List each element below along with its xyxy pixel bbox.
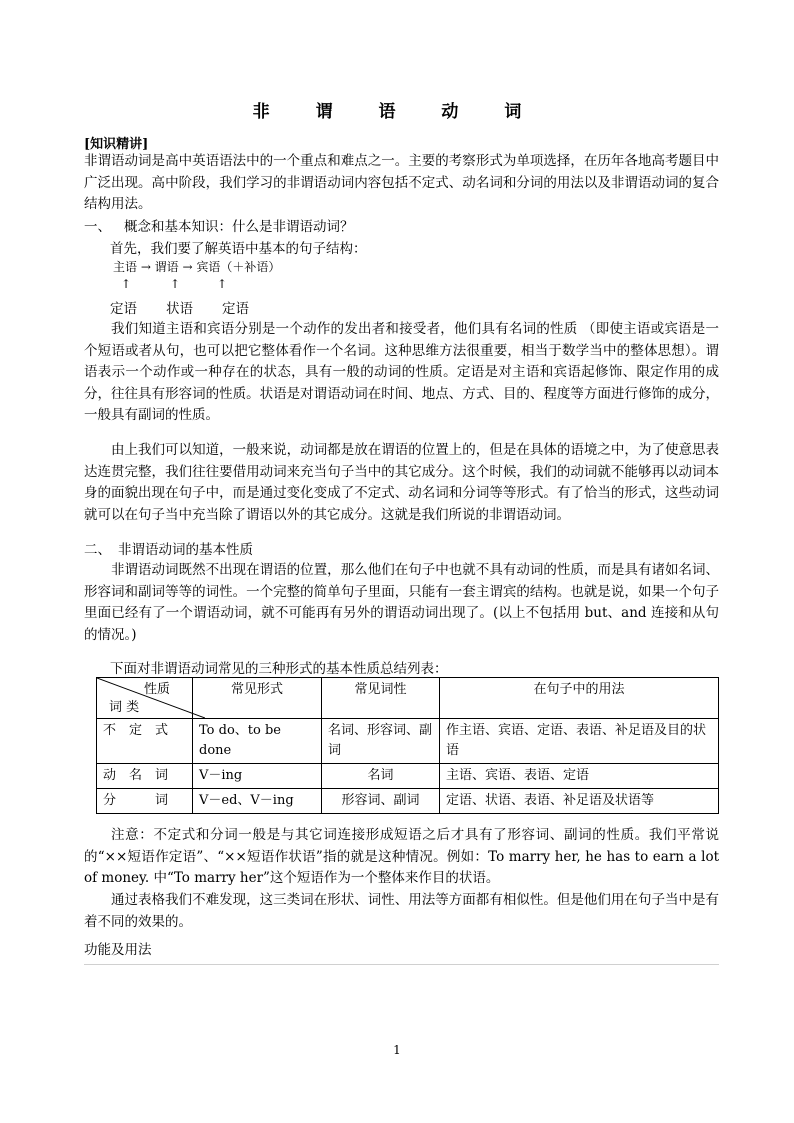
section1-number: 一、 — [84, 219, 111, 235]
table-intro: 下面对非谓语动词常见的三种形式的基本性质总结列表： — [110, 661, 448, 677]
corner-bottom-label: 词 类 — [109, 700, 140, 715]
section1-title: 概念和基本知识：什么是非谓语动词？ — [124, 219, 354, 235]
section1-paragraph-1: 我们知道主语和宾语分别是一个动作的发出者和接受者，他们具有名词的性质 （即使主语或宾语是一个短语或者从句，也可以把它整体看作一个名词。这种思维方法很重要，相当于数学当中的整体思想）。谓语表示一个动作或一种存在的状态，具有一般的动词的性质。定语是对主语和宾语起修饰、限定作用的成分，往往具有形容词的性质。状语是对谓语动词在时间、地点、方式、目的、程度等方面进行修饰的成分，一般具有副词的性质。 — [84, 321, 719, 423]
table-row — [97, 789, 719, 814]
table-cell-form: V－ed、V－ing — [193, 789, 322, 814]
page-title: 非 谓 语 动 词 — [252, 102, 542, 122]
modifier-label: 定语 — [110, 301, 137, 317]
summary-paragraph: 通过表格我们不难发现，这三类词在形状、词性、用法等方面都有相似性。但是他们用在句子当中是有着不同的效果的。 — [84, 892, 719, 930]
sentence-structure: 主语 → 谓语 → 宾语（＋补语） — [113, 260, 281, 274]
intro-paragraph: 非谓语动词是高中英语语法中的一个重点和难点之一。主要的考察形式为单项选择，在历年各地高考题目中广泛出现。高中阶段，我们学习的非谓语动词内容包括不定式、动名词和分词的用法以及非谓语动词的复合结构用法。 — [84, 153, 719, 212]
modifier-label: 状语 — [166, 301, 193, 317]
table-cell-usage: 定语、状语、表语、补足语及状语等 — [440, 789, 719, 814]
table-header-row — [97, 678, 719, 719]
arrow-up-icon: ↑ — [121, 277, 132, 291]
table-cell-form: To do、to be done — [193, 719, 322, 764]
trailing-heading: 功能及用法 — [84, 942, 152, 958]
section1-paragraph-2: 由上我们可以知道，一般来说，动词都是放在谓语的位置上的，但是在具体的语境之中，为了使意思表达连贯完整，我们往往要借用动词来充当句子当中的其它成分。这个时候，我们的动词就不能够再以动词本身的面貌出现在句子中，而是通过变化变成了不定式、动名词和分词等等形式。有了恰当的形式，这些动词就可以在句子当中充当除了谓语以外的其它成分。这就是我们所说的非谓语动词。 — [84, 442, 719, 523]
table-cell-pos: 名词 — [322, 764, 440, 789]
arrow-up-icon: ↑ — [217, 277, 228, 291]
table-cell-pos: 名词、形容词、副词 — [322, 719, 440, 764]
table-cell-usage: 主语、宾语、表语、定语 — [440, 764, 719, 789]
properties-table — [96, 677, 719, 814]
table-row — [97, 719, 719, 764]
arrow-up-icon: ↑ — [170, 277, 181, 291]
section2-number: 二、 — [84, 542, 111, 558]
table-cell-usage: 作主语、宾语、定语、表语、补足语及目的状语 — [440, 719, 719, 764]
table-row — [97, 764, 719, 789]
table-cell-type: 分 词 — [97, 789, 193, 814]
table-cell-type: 动 名 词 — [97, 764, 193, 789]
note-paragraph: 注意：不定式和分词一般是与其它词连接形成短语之后才具有了形容词、副词的性质。我们平常说的“××短语作定语”、“××短语作状语”指的就是这种情况。例如：To marry her, he has to earn a lot of money. 中“To marry her”这个短语作为一个整体来作目的状语。 — [84, 827, 719, 886]
table-cell-form: V－ing — [193, 764, 322, 789]
table-cell-type: 不 定 式 — [97, 719, 193, 764]
table-cell-pos: 形容词、副词 — [322, 789, 440, 814]
page-number: 1 — [393, 1043, 401, 1057]
section1-lead: 首先，我们要了解英语中基本的句子结构： — [110, 241, 367, 257]
table-header: 常见词性 — [322, 678, 440, 719]
table-corner-cell — [97, 678, 193, 719]
table-header: 在句子中的用法 — [440, 678, 719, 719]
section2-title: 非谓语动词的基本性质 — [118, 542, 253, 558]
section-heading: [知识精讲] — [84, 137, 149, 152]
corner-top-label: 性质 — [143, 682, 170, 697]
section2-paragraph-1: 非谓语动词既然不出现在谓语的位置，那么他们在句子中也就不具有动词的性质，而是具有诸如名词、形容词和副词等等的词性。一个完整的简单句子里面，只能有一套主谓宾的结构。也就是说，如果一个句子里面已经有了一个谓语动词，就不可能再有另外的谓语动词出现了。(以上不包括用 but、and 连接和从句的情况。) — [84, 562, 719, 643]
footer-divider — [84, 964, 719, 965]
modifier-label: 定语 — [222, 301, 249, 317]
table-header: 常见形式 — [193, 678, 322, 719]
